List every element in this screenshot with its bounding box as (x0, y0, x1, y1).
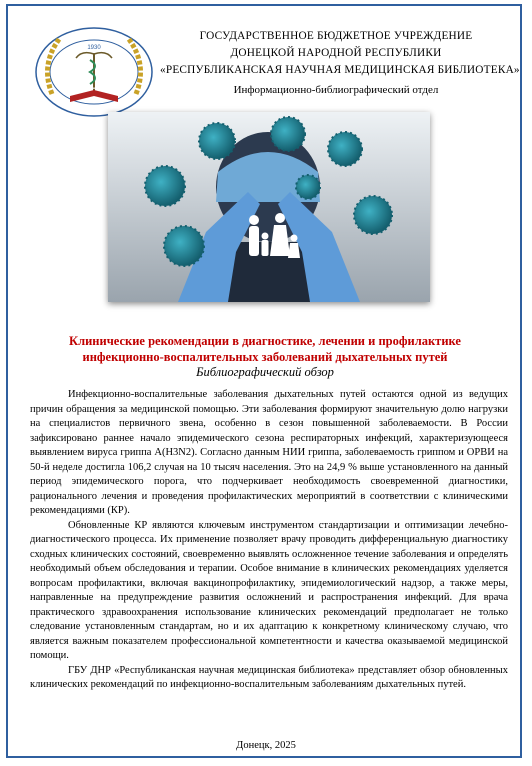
review-title-line1: Клинические рекомендации в диагностике, лечении и профилактике (69, 334, 461, 348)
org-name-line3: «РЕСПУБЛИКАНСКАЯ НАУЧНАЯ МЕДИЦИНСКАЯ БИБЛИОТЕКА» (160, 64, 520, 76)
review-subtitle: Библиографический обзор (196, 365, 334, 379)
hero-image (108, 112, 430, 302)
org-name-line1: ГОСУДАРСТВЕННОЕ БЮДЖЕТНОЕ УЧРЕЖДЕНИЕ (199, 30, 473, 42)
doctor-virus-family-illustration (108, 112, 430, 302)
paragraph-3: ГБУ ДНР «Республиканская научная медицинская библиотека» представляет обзор обновленных клинических рекомендаций по инфекционно-воспалительным заболеваниям дыхательных путей. (30, 664, 508, 690)
library-logo (30, 24, 158, 120)
logo-year: 1930 (87, 45, 101, 51)
org-name-line2: ДОНЕЦКОЙ НАРОДНОЙ РЕСПУБЛИКИ (230, 47, 442, 59)
department-name: Информационно-библиографический отдел (233, 84, 439, 96)
footer-place-year: Донецк, 2025 (236, 740, 296, 751)
paragraph-1: Инфекционно-воспалительные заболевания дыхательных путей остаются одной из ведущих причин обращения за медицинской помощью. Эти заболевания формируют значительную долю нагрузки на специалистов первичного звена, особенно в сезон повышенной заболеваемости. В России зафиксировано раннее начало эпидемического сезона респираторных инфекций, характеризующееся выявлением вируса гриппа A(H3N2). Согласно данным НИИ гриппа, заболеваемость гриппом и ОРВИ на 50-й неделе достигла 106,2 случая на 10 тысяч населения. Это на 24,9 % выше установленного на данный период эпидемического порога, что подчеркивает необходимость своевременной диагностики, рационального лечения и проведения профилактических мероприятий в соответствии с клиническими рекомендациями (КР). (30, 389, 508, 516)
review-title (30, 334, 500, 365)
header (160, 28, 520, 96)
body-text (30, 388, 508, 693)
paragraph-2: Обновленные КР являются ключевым инструментом стандартизации и оптимизации лечебно-диагностического процесса. Их применение позволяет врачу проводить дифференциальную диагностику сходных клинических состояний, своевременно выявлять осложненное течение заболевания и определять необходимый объем обследования и терапии. Особое внимание в клинических рекомендациях уделяется вопросам профилактики, включая вакцинопрофилактику, эпидемиологический надзор, а также меры, направленные на предупреждение развития осложнений и распространения инфекций. Для врача практического здравоохранения использование клинических рекомендаций предполагает не только следование установленным стандартам, но и их адаптацию к конкретному клиническому случаю, что является важным показателем профессиональной компетентности и качества оказываемой медицинской помощи. (30, 519, 508, 661)
review-title-line2: инфекционно-воспалительных заболеваний дыхательных путей (82, 349, 448, 364)
